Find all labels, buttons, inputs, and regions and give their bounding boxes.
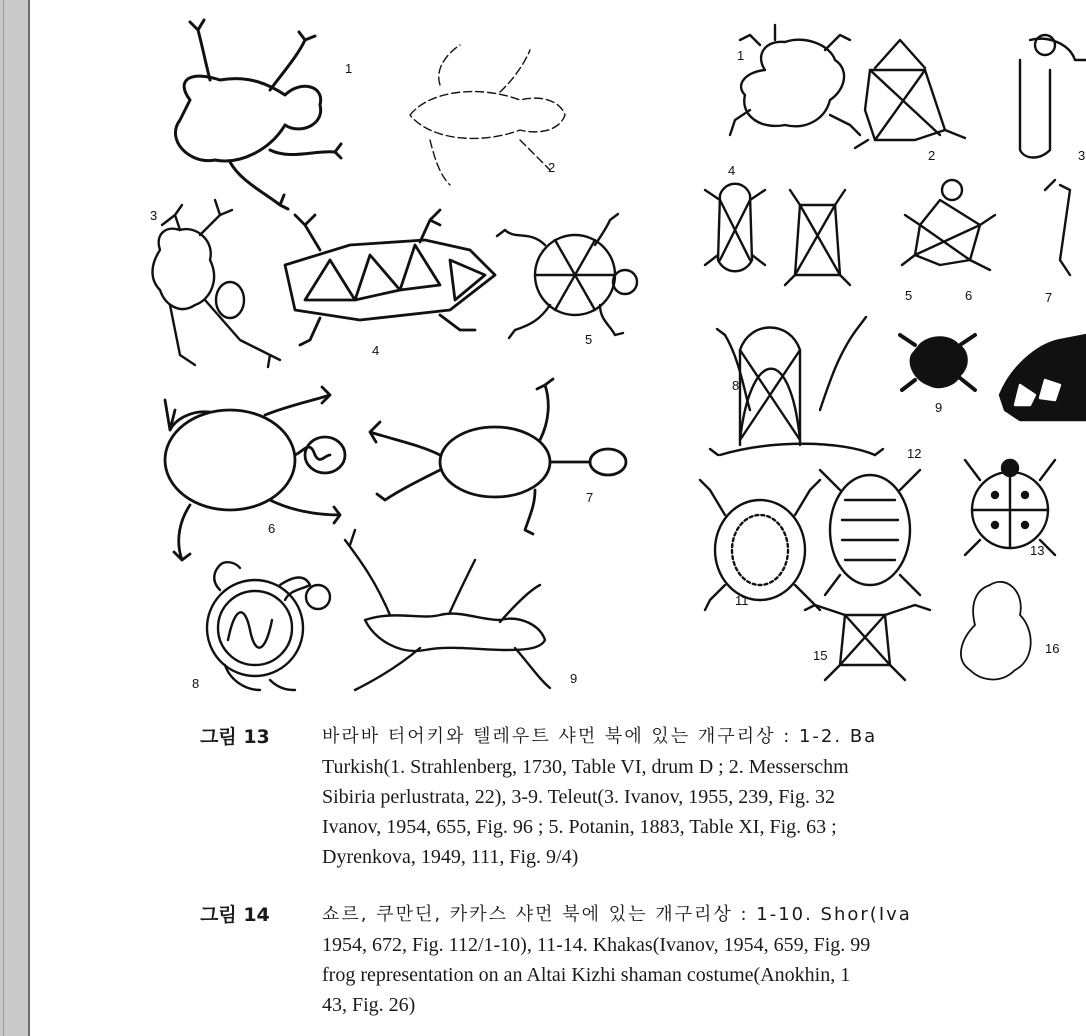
- caption-line: Sibiria perlustrata, 22), 3-9. Teleut(3. Ivanov, 1955, 239, Fig. 32: [322, 786, 835, 808]
- caption-line: 쇼르, 쿠만딘, 카카스 샤먼 북에 있는 개구리상 : 1-10. Shor(Iva: [322, 904, 912, 925]
- caption-line: frog representation on an Altai Kizhi shaman costume(Anokhin, 1: [322, 964, 851, 986]
- fig-right-label-2: 2: [928, 148, 936, 163]
- frog-drawing-3: [153, 200, 281, 367]
- frog-drawing-r4: [705, 184, 765, 272]
- caption-line: Turkish(1. Strahlenberg, 1730, Table VI, drum D ; 2. Messerschm: [322, 756, 849, 778]
- figure-13-caption-body: [322, 722, 877, 872]
- frog-drawing-r11: [700, 480, 820, 610]
- figure-14-label: 그림 14: [200, 904, 270, 926]
- fig-right-label-15: 15: [813, 648, 828, 663]
- fig-left-label-6: 6: [268, 521, 276, 536]
- figure-14-caption-body: [322, 900, 912, 1020]
- frog-drawing-2: [410, 45, 565, 185]
- frog-drawing-6: [165, 387, 345, 560]
- fig-left-label-1: 1: [345, 61, 353, 76]
- fig-right-label-13: 13: [1030, 543, 1045, 558]
- frog-drawing-r3: [1020, 35, 1086, 158]
- figure-13-caption: [200, 722, 1086, 872]
- figure-14-drawings: [690, 0, 1086, 700]
- margin-edge-line: [3, 0, 4, 1036]
- fig-right-label-8: 8: [732, 378, 740, 393]
- figure-13-drawings: [120, 0, 680, 700]
- frog-drawing-r2: [855, 40, 965, 148]
- caption-line: 바라바 터어키와 텔레우트 샤먼 북에 있는 개구리상 : 1-2. Ba: [322, 726, 878, 747]
- fig-left-label-4: 4: [372, 343, 380, 358]
- frog-drawing-5: [497, 214, 637, 338]
- frog-drawing-7: [370, 379, 626, 534]
- fig-right-label-4: 4: [728, 163, 736, 178]
- caption-line: Ivanov, 1954, 655, Fig. 96 ; 5. Potanin, 1883, Table XI, Fig. 63 ;: [322, 816, 837, 838]
- fig-left-label-8: 8: [192, 676, 200, 691]
- fig-right-label-9: 9: [935, 400, 943, 415]
- left-gray-margin: [0, 0, 30, 1036]
- caption-line: 1954, 672, Fig. 112/1-10), 11-14. Khakas(Ivanov, 1954, 659, Fig. 99: [322, 934, 871, 956]
- fig-right-label-12: 12: [907, 446, 922, 461]
- frog-drawing-r10: [1000, 335, 1086, 420]
- fig-left-label-7: 7: [586, 490, 594, 505]
- fig-right-label-7: 7: [1045, 290, 1053, 305]
- frog-drawing-8: [207, 562, 330, 690]
- frog-drawing-r1: [730, 25, 860, 135]
- frog-drawing-r7: [1045, 180, 1070, 275]
- frog-drawing-r6: [902, 180, 995, 270]
- fig-left-label-9: 9: [570, 671, 578, 686]
- frog-drawing-1: [175, 20, 341, 209]
- figure-14-caption: [200, 900, 1086, 1030]
- figure-13-label: 그림 13: [200, 726, 270, 748]
- frog-drawing-r15: [805, 605, 930, 680]
- frog-drawing-r9: [900, 335, 975, 390]
- fig-left-label-5: 5: [585, 332, 593, 347]
- fig-right-label-11: 11: [735, 593, 749, 608]
- frog-drawing-r12: [820, 470, 920, 595]
- frog-drawing-r13: [965, 460, 1055, 555]
- fig-right-label-5: 5: [905, 288, 913, 303]
- fig-left-label-2: 2: [548, 160, 556, 175]
- caption-line: 43, Fig. 26): [322, 994, 416, 1016]
- fig-right-label-1: 1: [737, 48, 745, 63]
- fig-right-label-3: 3: [1078, 148, 1086, 163]
- fig-right-label-16: 16: [1045, 641, 1060, 656]
- fig-right-label-6: 6: [965, 288, 973, 303]
- caption-line: Dyrenkova, 1949, 111, Fig. 9/4): [322, 846, 579, 868]
- fig-left-label-3: 3: [150, 208, 158, 223]
- frog-drawing-4: [285, 210, 495, 345]
- frog-drawing-9: [345, 530, 550, 690]
- frog-drawing-r5: [785, 190, 850, 285]
- frog-drawing-r16: [961, 582, 1031, 680]
